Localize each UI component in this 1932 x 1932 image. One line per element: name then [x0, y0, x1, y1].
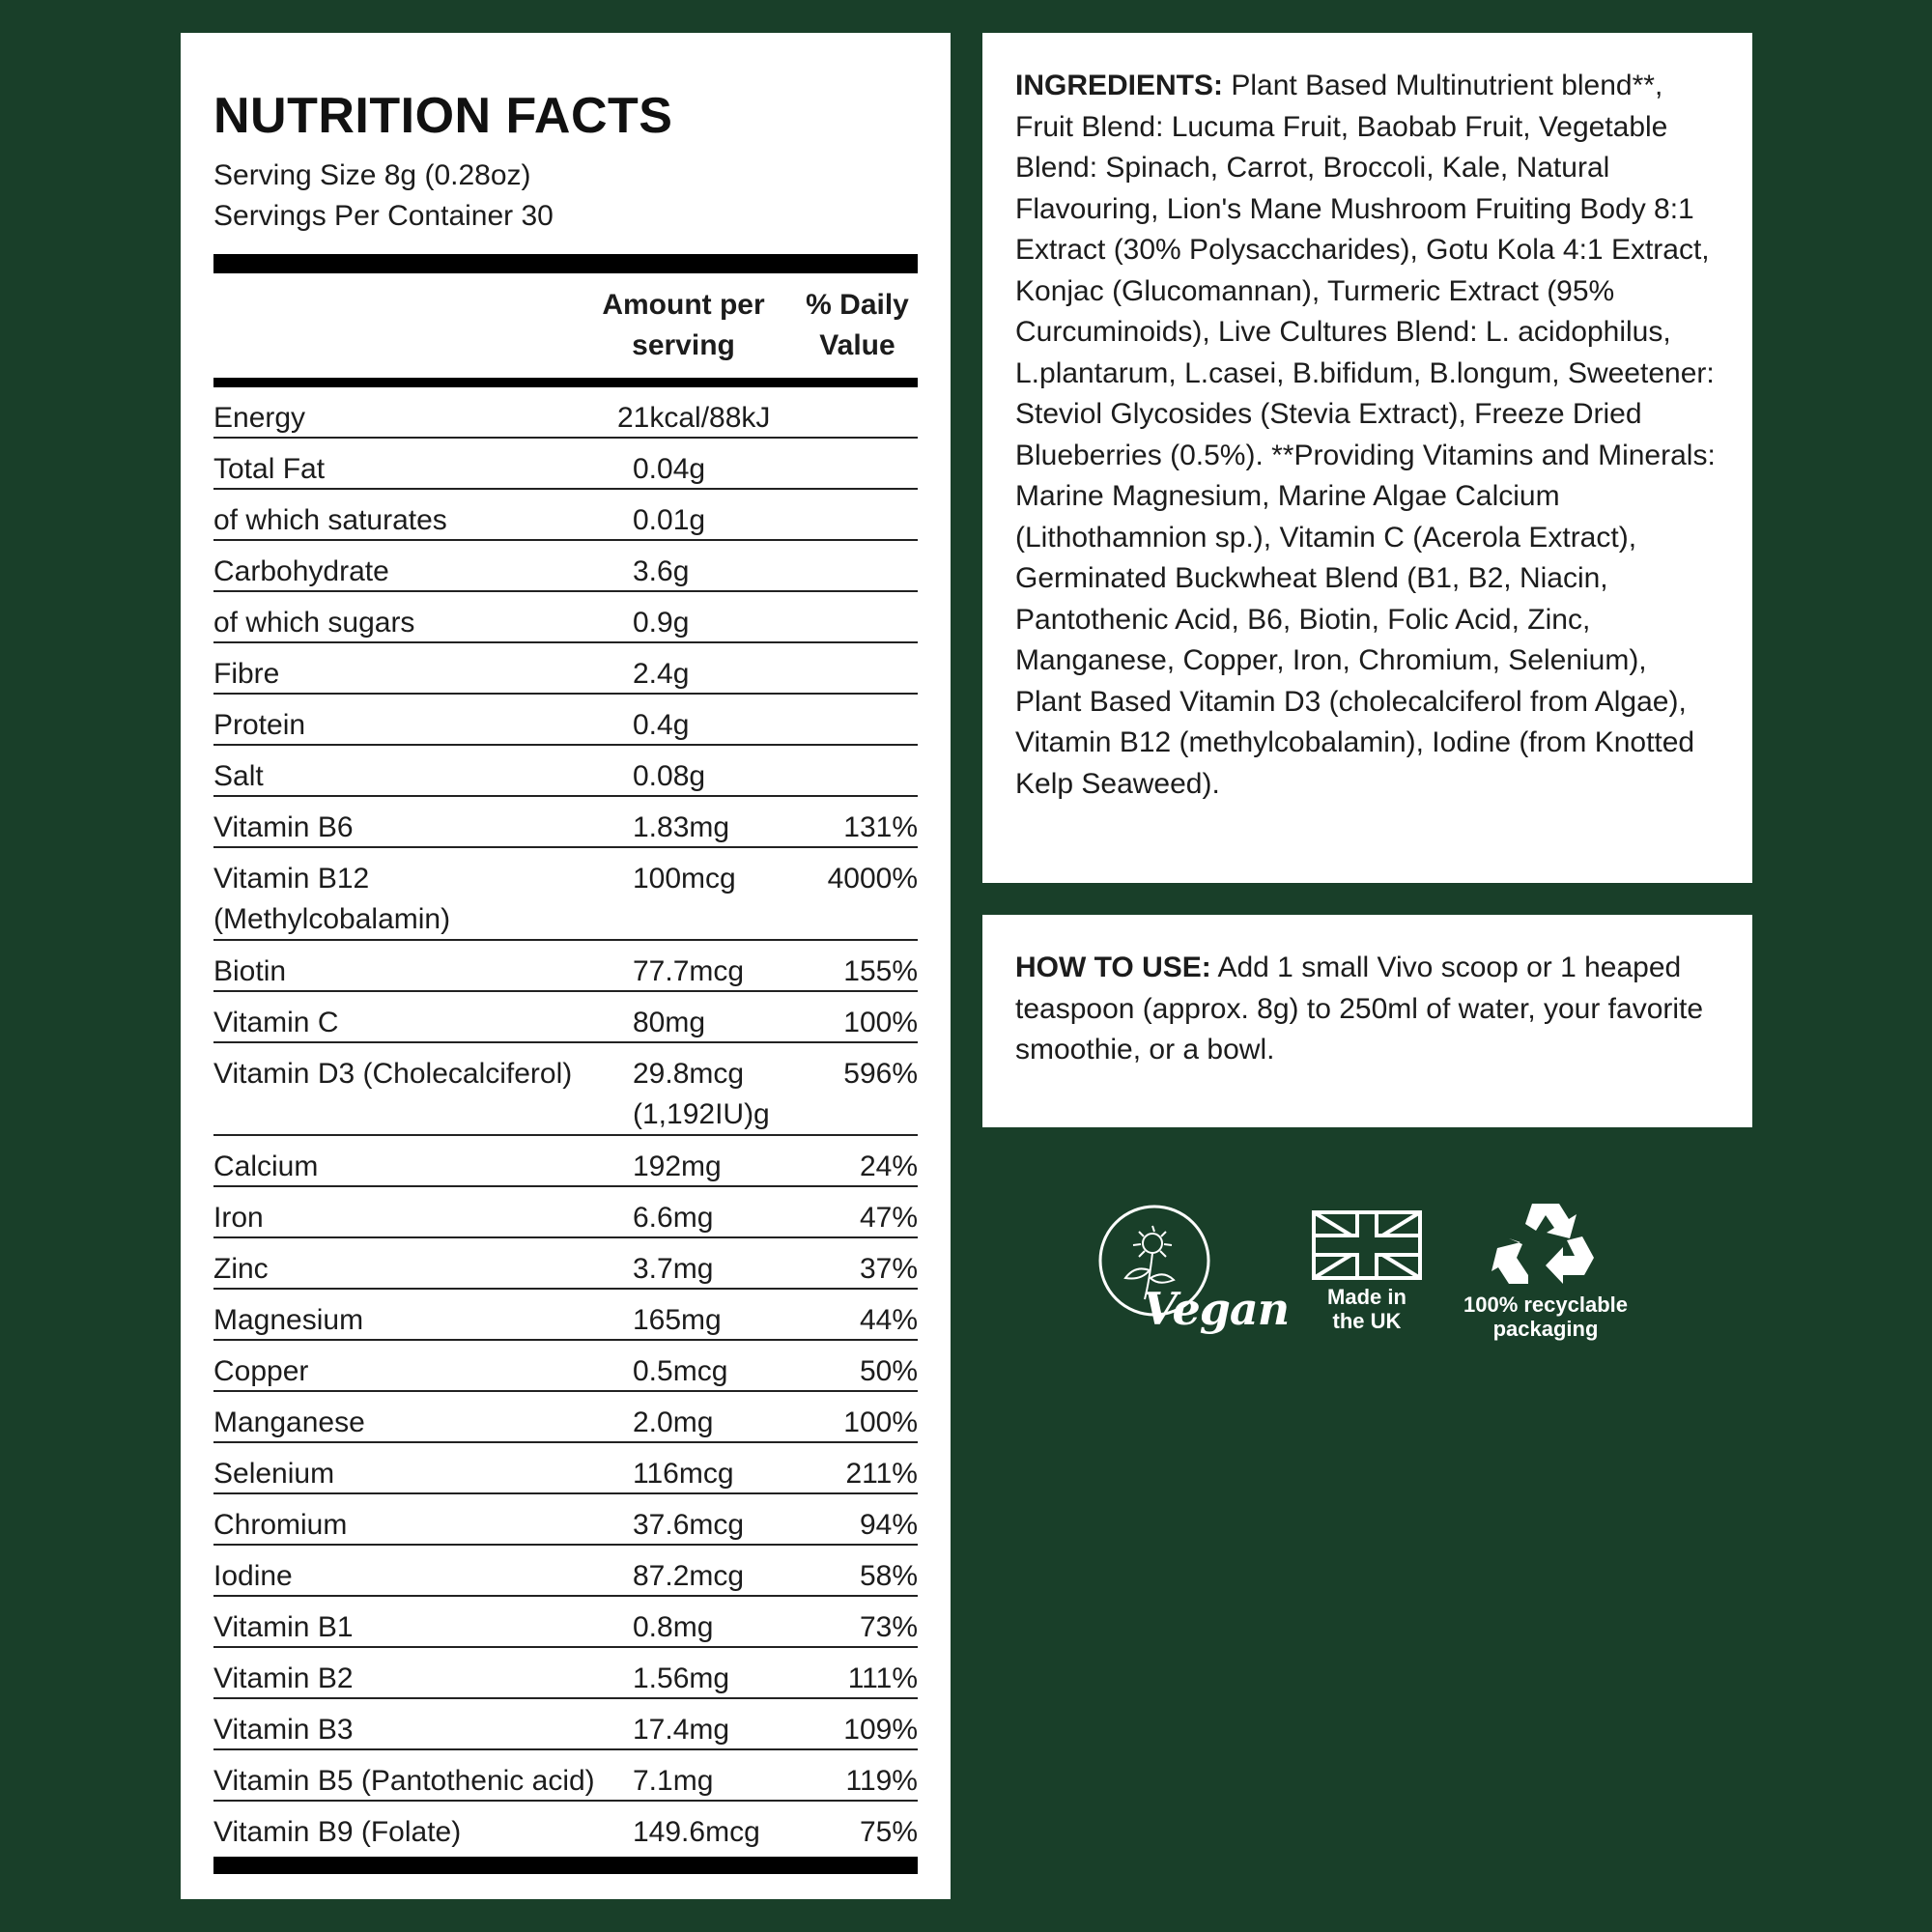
how-to-use-text: Add 1 small Vivo scoop or 1 heaped teaspoon (approx. 8g) to 250ml of water, your favorite smoothie, or a bowl. — [1015, 952, 1704, 1065]
nutrient-amount: 149.6mcg — [633, 1816, 760, 1849]
nutrient-amount: 0.8mg — [633, 1611, 714, 1644]
nutrient-daily-value: 211% — [845, 1458, 918, 1491]
nutrient-daily-value: 4000% — [827, 863, 918, 895]
ingredients-text: Plant Based Multinutrient blend**, Fruit Blend: Lucuma Fruit, Baobab Fruit, Vegetable Blend: Spinach, Carrot, Broccoli, Kale, Natural Flavouring, Lion's Mane Mushroom Fruiting Body 8:1 Extract (30% Polysaccharides), Gotu Kola 4:1 Extract, Konjac (Glucomannan), Turmeric Extract (95% Curcuminoids), Live Cultures Blend: L. acidophilus, L.plantarum, L.casei, B.bifidum, B.longum, Sweetener: Steviol Glycosides (Stevia Extract), Freeze Dried Blueberries (0.5%). **Providing Vitamins and Minerals: Marine Magnesium, Marine Algae Calcium (Lithothamnion sp.), Vitamin C (Acerola Extract), Germinated Buckwheat Blend (B1, B2, Niacin, Pantothenic Acid, B6, Biotin, Folic Acid, Zinc, Manganese, Copper, Iron, Chromium, Selenium), Plant Based Vitamin D3 (cholecalciferol from Algae), Vitamin B12 (methylcobalamin), Iodine (from Knotted Kelp Seaweed). — [1015, 70, 1716, 800]
nutrient-row — [213, 387, 918, 439]
nutrient-row — [213, 1341, 918, 1392]
nutrition-title: NUTRITION FACTS — [213, 88, 673, 144]
servings-per-container: Servings Per Container 30 — [213, 200, 554, 233]
nutrient-amount: 1.83mg — [633, 811, 730, 844]
nutrient-row — [213, 643, 918, 695]
nutrient-row — [213, 1494, 918, 1546]
daily-value-header: % Daily Value — [806, 289, 909, 362]
column-headers — [213, 273, 918, 378]
nutrient-row — [213, 1597, 918, 1648]
recycle-line1: 100% recyclable — [1463, 1293, 1629, 1317]
ingredients-label: INGREDIENTS: — [1015, 70, 1224, 101]
nutrient-daily-value: 24% — [859, 1151, 918, 1183]
nutrient-amount: 100mcg — [633, 863, 736, 895]
nutrient-name: Biotin — [213, 955, 287, 988]
nutrient-name: Salt — [213, 760, 264, 793]
nutrient-name: Vitamin D3 (Cholecalciferol) — [213, 1058, 573, 1091]
recycle-line2: packaging — [1492, 1317, 1599, 1341]
recycle-icon — [1449, 1198, 1642, 1293]
nutrient-name: of which saturates — [213, 504, 447, 537]
nutrient-amount: 0.01g — [633, 504, 706, 537]
nutrient-name: Iron — [213, 1202, 264, 1235]
nutrient-row — [213, 1750, 918, 1802]
nutrient-name: Chromium — [213, 1509, 348, 1542]
nutrient-name: Vitamin B9 (Folate) — [213, 1816, 462, 1849]
nutrient-daily-value — [807, 756, 918, 795]
nutrient-amount: 3.7mg — [633, 1253, 714, 1286]
nutrient-row — [213, 490, 918, 541]
nutrient-daily-value: 37% — [859, 1253, 918, 1286]
nutrient-row — [213, 1443, 918, 1494]
nutrient-row — [213, 1238, 918, 1290]
nutrient-amount: 3.6g — [633, 555, 690, 588]
nutrient-name: Copper — [213, 1355, 309, 1388]
nutrient-row — [213, 1648, 918, 1699]
nutrient-daily-value — [807, 603, 918, 641]
nutrition-facts-panel — [181, 33, 951, 1899]
nutrient-daily-value: 75% — [859, 1816, 918, 1849]
nutrient-name: Iodine — [213, 1560, 293, 1593]
nutrient-amount: 0.4g — [633, 709, 690, 742]
nutrient-amount: 0.04g — [633, 453, 706, 486]
nutrient-name: Vitamin B3 — [213, 1714, 354, 1747]
nutrient-name: Vitamin C — [213, 1007, 339, 1039]
nutrient-amount: 77.7mcg — [633, 955, 745, 988]
nutrient-daily-value: 47% — [859, 1202, 918, 1235]
nutrient-row — [213, 848, 918, 941]
nutrient-row — [213, 1546, 918, 1597]
nutrient-amount: 87.2mcg — [633, 1560, 745, 1593]
nutrient-daily-value — [807, 654, 918, 693]
ingredients-panel — [982, 33, 1752, 883]
nutrient-name: Total Fat — [213, 453, 326, 486]
nutrient-row — [213, 1136, 918, 1187]
nutrient-daily-value — [807, 705, 918, 744]
serving-size: Serving Size 8g (0.28oz) — [213, 159, 531, 192]
nutrient-amount: 80mg — [633, 1007, 706, 1039]
nutrient-row — [213, 1802, 918, 1853]
nutrient-amount: 7.1mg — [633, 1765, 714, 1798]
nutrient-row — [213, 541, 918, 592]
nutrient-row — [213, 695, 918, 746]
nutrient-name: Vitamin B5 (Pantothenic acid) — [213, 1765, 595, 1798]
nutrient-name: Carbohydrate — [213, 555, 389, 588]
nutrient-row — [213, 797, 918, 848]
nutrient-daily-value: 111% — [847, 1662, 918, 1695]
nutrient-daily-value: 58% — [859, 1560, 918, 1593]
nutrient-name: Vitamin B12 (Methylcobalamin) — [213, 863, 451, 936]
nutrient-amount: 17.4mg — [633, 1714, 730, 1747]
nutrient-amount: 21kcal/88kJ — [617, 402, 771, 435]
nutrient-row — [213, 1043, 918, 1136]
nutrient-name: Vitamin B1 — [213, 1611, 354, 1644]
union-jack-icon — [1304, 1208, 1430, 1285]
nutrient-amount: 37.6mcg — [633, 1509, 745, 1542]
nutrient-daily-value: 94% — [859, 1509, 918, 1542]
nutrient-name: Vitamin B2 — [213, 1662, 354, 1695]
nutrient-row — [213, 592, 918, 643]
nutrient-table — [213, 387, 918, 1853]
nutrient-amount: 165mg — [633, 1304, 722, 1337]
vegan-badge — [1096, 1203, 1290, 1348]
nutrient-amount: 6.6mg — [633, 1202, 714, 1235]
nutrient-amount: 2.4g — [633, 658, 690, 691]
nutrient-amount: 192mg — [633, 1151, 722, 1183]
nutrient-daily-value: 100% — [843, 1007, 918, 1039]
bottom-divider — [213, 1857, 918, 1874]
how-to-use-label: HOW TO USE: — [1015, 952, 1211, 983]
nutrient-name: Zinc — [213, 1253, 269, 1286]
nutrient-daily-value: 44% — [859, 1304, 918, 1337]
nutrient-name: Fibre — [213, 658, 280, 691]
nutrient-name: Vitamin B6 — [213, 811, 354, 844]
nutrient-row — [213, 1699, 918, 1750]
nutrient-daily-value: 50% — [859, 1355, 918, 1388]
made-in-uk-badge — [1304, 1208, 1430, 1348]
uk-line1: Made in — [1327, 1285, 1406, 1309]
nutrient-daily-value: 155% — [843, 955, 918, 988]
nutrient-name: Manganese — [213, 1406, 365, 1439]
nutrient-daily-value: 73% — [859, 1611, 918, 1644]
nutrient-daily-value: 109% — [843, 1714, 918, 1747]
nutrient-amount: 0.9g — [633, 607, 690, 639]
thick-divider — [213, 254, 918, 273]
nutrient-daily-value: 119% — [845, 1765, 918, 1798]
how-to-use-panel — [982, 915, 1752, 1127]
uk-line2: the UK — [1332, 1309, 1402, 1333]
nutrient-name: Magnesium — [213, 1304, 364, 1337]
vegan-logo-text: Vegan — [1143, 1283, 1290, 1335]
nutrient-name: Selenium — [213, 1458, 335, 1491]
nutrient-amount: 0.5mcg — [633, 1355, 728, 1388]
nutrient-daily-value — [807, 449, 918, 488]
nutrient-daily-value — [807, 552, 918, 590]
nutrient-daily-value: 596% — [843, 1058, 918, 1091]
nutrient-name: Protein — [213, 709, 306, 742]
nutrient-name: Energy — [213, 402, 306, 435]
nutrient-amount: 0.08g — [633, 760, 706, 793]
recyclable-badge — [1449, 1198, 1642, 1352]
nutrient-name: of which sugars — [213, 607, 415, 639]
amount-header: Amount per serving — [602, 289, 765, 362]
nutrient-row — [213, 1187, 918, 1238]
nutrient-row — [213, 992, 918, 1043]
nutrient-amount: 116mcg — [633, 1458, 734, 1491]
nutrient-row — [213, 439, 918, 490]
nutrient-name: Calcium — [213, 1151, 319, 1183]
nutrient-amount: 1.56mg — [633, 1662, 730, 1695]
nutrient-daily-value — [807, 500, 918, 539]
nutrient-daily-value — [791, 398, 902, 437]
header-divider — [213, 378, 918, 387]
nutrient-row — [213, 746, 918, 797]
nutrient-row — [213, 1290, 918, 1341]
nutrient-daily-value: 100% — [843, 1406, 918, 1439]
nutrient-row — [213, 941, 918, 992]
nutrient-row — [213, 1392, 918, 1443]
nutrient-amount: 2.0mg — [633, 1406, 714, 1439]
nutrient-daily-value: 131% — [843, 811, 918, 844]
nutrient-amount: 29.8mcg (1,192IU)g — [633, 1058, 770, 1131]
